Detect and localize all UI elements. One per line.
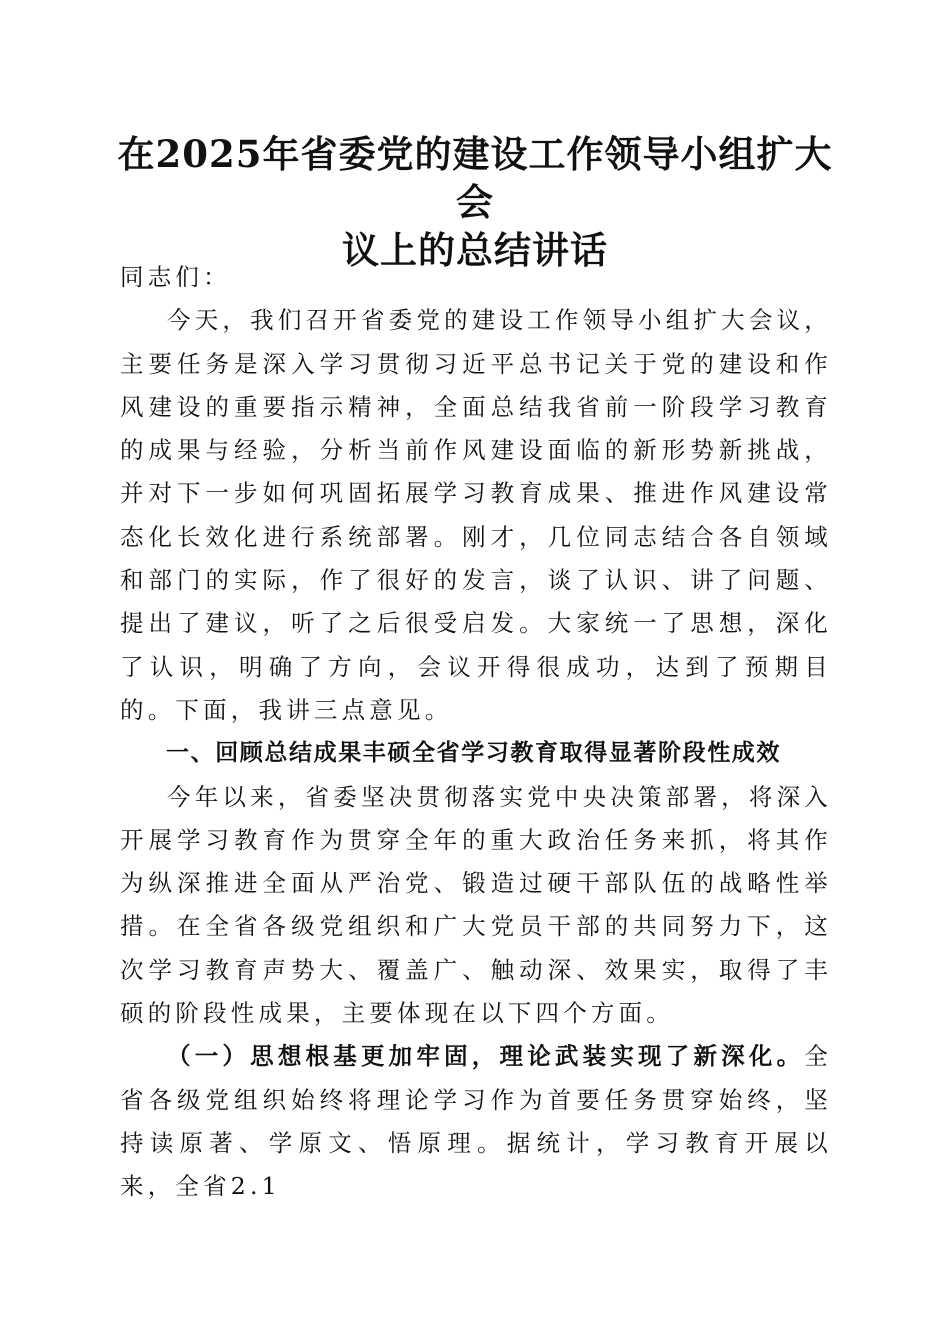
document-title (110, 130, 840, 274)
intro-paragraph: 今天，我们召开省委党的建设工作领导小组扩大会议，主要任务是深入学习贯彻习近平总书记关于党的建设和作风建设的重要指示精神，全面总结我省前一阶段学习教育的成果与经验，分析当前作风建设面临的新形势新挑战，并对下一步如何巩固拓展学习教育成果、推进作风建设常态化长效化进行系统部署。刚才，几位同志结合各自领域和部门的实际，作了很好的发言，谈了认识、讲了问题、提出了建议，听了之后很受启发。大家统一了思想，深化了认识，明确了方向，会议开得很成功，达到了预期目的。下面，我讲三点意见。 (120, 306, 832, 724)
subsection-1-text: 全省各级党组织始终将理论学习作为首要任务贯穿始终，坚持读原著、学原文、悟原理。据统计，学习教育开展以来，全省2.1 (120, 1042, 832, 1201)
subsection-1-paragraph (120, 1035, 832, 1208)
salutation: 同志们： (120, 263, 231, 291)
title-line-1: 在2025年省委党的建设工作领导小组扩大会 (117, 132, 833, 224)
subsection-1-heading: （一）思想根基更加牢固，理论武装实现了新深化。 (167, 1042, 805, 1071)
section-heading-1: 一、回顾总结成果丰硕全省学习教育取得显著阶段性成效 (166, 740, 781, 767)
title-line-2: 议上的总结讲话 (342, 228, 608, 272)
section-1-paragraph: 今年以来，省委坚决贯彻落实党中央决策部署，将深入开展学习教育作为贯穿全年的重大政治任务来抓，将其作为纵深推进全面从严治党、锻造过硬干部队伍的战略性举措。在全省各级党组织和广大党员干部的共同努力下，这次学习教育声势大、覆盖广、触动深、效果实，取得了丰硕的阶段性成果，主要体现在以下四个方面。 (120, 782, 832, 1028)
document-body (120, 256, 832, 1209)
